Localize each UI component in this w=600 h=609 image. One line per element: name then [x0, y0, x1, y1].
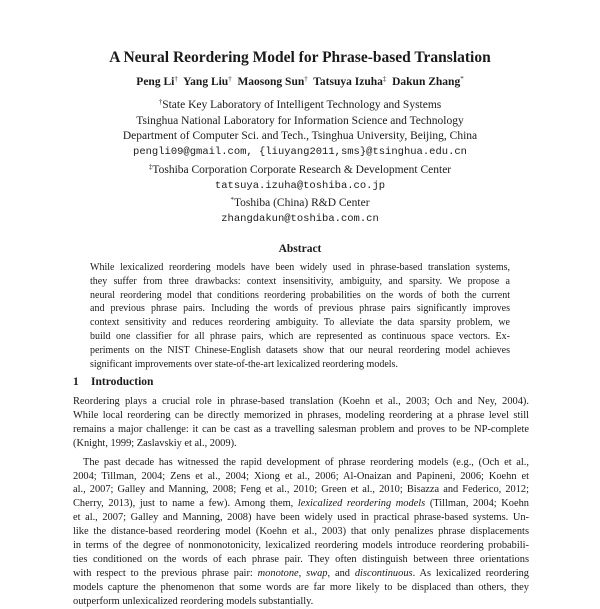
abstract-line: context sensitivity and reduces reordering ambiguity. To alleviate the data sparsity problem, we [90, 317, 510, 329]
body-line: like the distance-based reordering model (Koehn et al., 2003) that only penalizes phrase displacements [73, 526, 529, 538]
author-name: Peng Li [136, 76, 175, 88]
abstract-line: build one classifier for all phrase pairs, which are represented as continuous space vectors. Ex- [90, 330, 510, 342]
body-line [73, 567, 529, 581]
section-heading-introduction [73, 376, 153, 388]
body-line: al., 2007; Galley and Manning, 2008; Feng et al., 2010; Green et al., 2010; Bisazza and Federico, 2012; [73, 484, 529, 496]
emphasis-term: monotone [257, 567, 299, 579]
author-list [0, 75, 600, 88]
body-text: Cherry, 2013), just to name a few). Among them, [73, 498, 298, 510]
section-title: Introduction [91, 376, 154, 388]
author-mark: † [228, 75, 232, 83]
affiliation-email: zhangdakun@toshiba.com.cn [221, 212, 379, 225]
author-mark: † [304, 75, 308, 83]
body-text: , [298, 567, 307, 579]
abstract-heading: Abstract [278, 243, 322, 255]
affiliation-line: Tsinghua National Laboratory for Information Science and Technology [136, 114, 464, 127]
paper-title: A Neural Reordering Model for Phrase-based Translation [109, 49, 491, 66]
abstract-line: While lexicalized reordering models have been widely used in phrase-based translation systems, [90, 262, 510, 273]
abstract-line: significant improvements over state-of-the-art lexicalized reordering models. [90, 358, 398, 370]
affiliation-mark: * [230, 196, 234, 204]
emphasis-term: swap [306, 567, 328, 579]
abstract-line: and previous phrase pairs. Including the words of previous phrase pairs significantly improves [90, 303, 510, 315]
body-line: models capture the phenomenon that some words are far more likely to be displaced than others, they [73, 581, 529, 593]
author-mark: ‡ [382, 75, 387, 83]
body-line: Reordering plays a crucial role in phrase-based translation (Koehn et al., 2003; Och and Ney, 2004). [73, 396, 529, 407]
body-text: . As lexicalized reordering [412, 567, 529, 579]
body-line: 2004; Tillman, 2004; Zens et al., 2004; Xiong et al., 2006; Al-Onaizan and Papineni, 2006; Koehn et [73, 470, 529, 482]
author-name: Maosong Sun [237, 76, 305, 88]
abstract-text [90, 261, 510, 371]
paragraph-2 [73, 456, 529, 609]
body-line: (Knight, 1999; Zaslavskiy et al., 2009). [73, 437, 237, 449]
body-line: While local reordering can be directly memorized in phrases, modeling reordering at a phrase level still [73, 409, 529, 421]
author-mark: * [460, 75, 464, 83]
emphasis-term: lexicalized reordering models [297, 498, 426, 510]
affiliation-tsinghua [0, 95, 600, 160]
body-text: (Tillman, 2004; Koehn [425, 498, 529, 510]
affiliation-email: pengli09@gmail.com, {liuyang2011,sms}@tsinghua.edu.cn [133, 145, 467, 158]
author-name: Tatsuya Izuha [313, 76, 383, 88]
affiliation-toshiba-china [0, 193, 600, 227]
affiliation-line: State Key Laboratory of Intelligent Technology and Systems [162, 99, 442, 111]
body-text: with respect to the previous phrase pair: [73, 567, 258, 579]
abstract-line: neural reordering model that conditions reordering probabilities on the words of both the current [90, 289, 510, 301]
body-line [73, 497, 529, 511]
affiliation-line: Department of Computer Sci. and Tech., Tsinghua University, Beijing, China [122, 130, 478, 142]
author-mark: † [174, 75, 178, 83]
author-name: Dakun Zhang [392, 76, 461, 88]
abstract-line: periments on the NIST Chinese-English datasets show that our neural reordering model achieves [90, 344, 510, 356]
author-name: Yang Liu [183, 76, 229, 88]
introduction-body [73, 395, 529, 609]
abstract-line: they suffer from three drawbacks: context insensitivity, ambiguity, and sparsity. We propose a [90, 275, 510, 287]
section-number: 1 [73, 376, 79, 388]
affiliation-mark: † [158, 98, 163, 106]
body-line: in terms of the degree of nonmonotonicity, lexicalized reordering models introduce reordering probabili- [73, 540, 529, 552]
body-text: , and [327, 567, 355, 579]
affiliation-line: Toshiba (China) R&D Center [233, 197, 370, 209]
affiliation-line: Toshiba Corporation Corporate Research & Development Center [152, 164, 452, 176]
affiliation-email: tatsuya.izuha@toshiba.co.jp [214, 179, 386, 192]
affiliation-mark: ‡ [148, 163, 153, 171]
emphasis-term: discontinuous [354, 567, 413, 579]
body-line: ties conditioned on the words of each phrase pair. They often distinguish between three orientations [73, 553, 529, 565]
paragraph-1 [73, 395, 529, 451]
body-line: The past decade has witnessed the rapid development of phrase reordering models (e.g., (Och et al., [83, 456, 529, 468]
affiliation-toshiba-corp [0, 160, 600, 194]
body-line: remains a major challenge: it can be cast as a travelling salesman problem and proves to be NP-complete [73, 423, 529, 435]
body-line: et al., 2007; Galley and Manning, 2008) have been widely used in practical phrase-based systems. Un- [73, 512, 529, 524]
body-line: outperform unlexicalized reordering models substantially. [73, 595, 314, 607]
